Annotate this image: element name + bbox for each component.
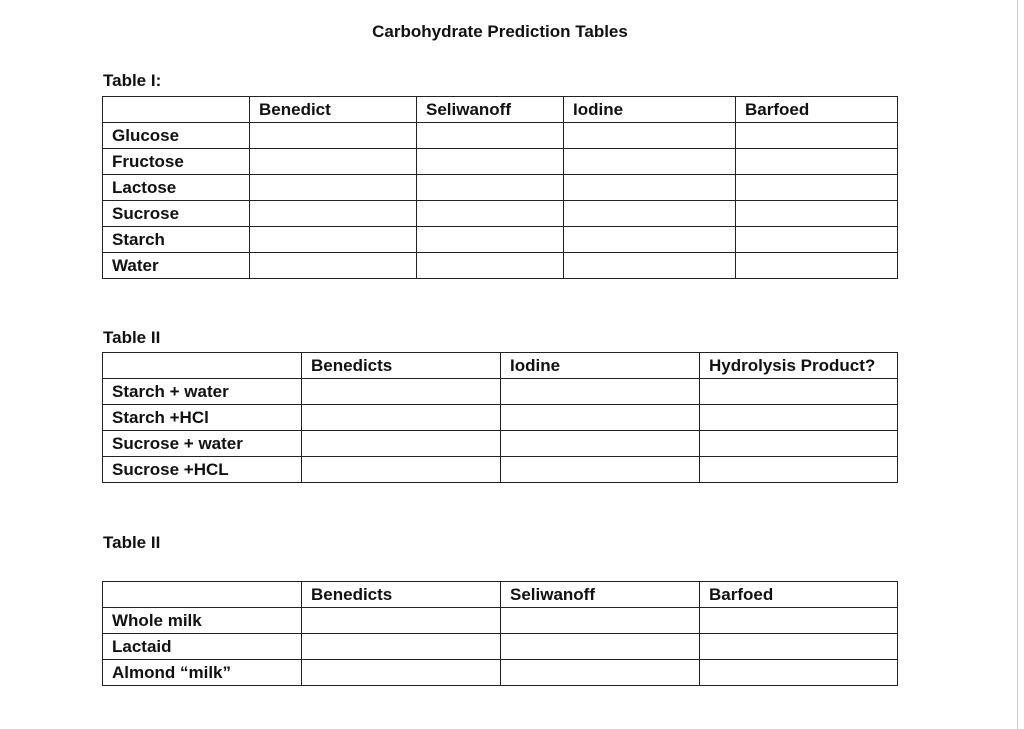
table-cell[interactable] [736, 201, 898, 227]
row-label-starch-hcl: Starch +HCl [103, 405, 302, 431]
row-label-fructose: Fructose [103, 149, 250, 175]
table-cell[interactable] [700, 431, 898, 457]
table-row [103, 149, 898, 175]
table-cell[interactable] [564, 149, 736, 175]
table-row [103, 227, 898, 253]
table-2-header-benedicts: Benedicts [302, 353, 501, 379]
table-cell[interactable] [250, 175, 417, 201]
table-cell[interactable] [250, 253, 417, 279]
table-cell[interactable] [302, 431, 501, 457]
table-cell[interactable] [417, 123, 564, 149]
table-cell[interactable] [700, 608, 898, 634]
table-cell[interactable] [564, 123, 736, 149]
table-cell[interactable] [250, 123, 417, 149]
table-cell[interactable] [736, 149, 898, 175]
table-cell[interactable] [564, 175, 736, 201]
table-row [103, 201, 898, 227]
table-cell[interactable] [501, 608, 700, 634]
table-row [103, 253, 898, 279]
row-label-sucrose-hcl: Sucrose +HCL [103, 457, 302, 483]
table-cell[interactable] [736, 253, 898, 279]
table-2-header-corner [103, 353, 302, 379]
table-cell[interactable] [302, 405, 501, 431]
table-cell[interactable] [302, 660, 501, 686]
table-1-header-iodine: Iodine [564, 97, 736, 123]
table-cell[interactable] [501, 405, 700, 431]
table-cell[interactable] [564, 253, 736, 279]
table-1 [102, 96, 898, 279]
table-row [103, 634, 898, 660]
table-2-header-hydrolysis-product: Hydrolysis Product? [700, 353, 898, 379]
table-2-label: Table II [103, 328, 161, 347]
table-3-header-seliwanoff: Seliwanoff [501, 582, 700, 608]
table-1-label: Table I: [103, 71, 162, 90]
table-row [103, 379, 898, 405]
table-cell[interactable] [564, 227, 736, 253]
table-3-header-benedicts: Benedicts [302, 582, 501, 608]
table-1-header-benedict: Benedict [250, 97, 417, 123]
row-label-starch-water: Starch + water [103, 379, 302, 405]
table-cell[interactable] [700, 660, 898, 686]
table-row [103, 405, 898, 431]
row-label-sucrose: Sucrose [103, 201, 250, 227]
table-cell[interactable] [700, 405, 898, 431]
table-3-header-corner [103, 582, 302, 608]
table-row [103, 175, 898, 201]
table-3-label: Table II [103, 533, 161, 552]
page-edge [1017, 0, 1018, 729]
table-cell[interactable] [700, 457, 898, 483]
table-cell[interactable] [302, 634, 501, 660]
table-row [103, 660, 898, 686]
table-cell[interactable] [250, 149, 417, 175]
table-cell[interactable] [417, 175, 564, 201]
table-cell[interactable] [250, 227, 417, 253]
table-cell[interactable] [700, 379, 898, 405]
row-label-lactaid: Lactaid [103, 634, 302, 660]
table-cell[interactable] [302, 608, 501, 634]
table-cell[interactable] [417, 227, 564, 253]
table-3-header-row [103, 582, 898, 608]
row-label-almond-milk: Almond “milk” [103, 660, 302, 686]
table-cell[interactable] [501, 634, 700, 660]
table-cell[interactable] [417, 201, 564, 227]
table-3 [102, 581, 898, 686]
table-cell[interactable] [417, 253, 564, 279]
row-label-glucose: Glucose [103, 123, 250, 149]
table-row [103, 431, 898, 457]
table-row [103, 608, 898, 634]
table-2 [102, 352, 898, 483]
table-cell[interactable] [302, 457, 501, 483]
table-cell[interactable] [736, 227, 898, 253]
table-2-header-iodine: Iodine [501, 353, 700, 379]
row-label-water: Water [103, 253, 250, 279]
table-cell[interactable] [417, 149, 564, 175]
table-cell[interactable] [700, 634, 898, 660]
table-1-header-corner [103, 97, 250, 123]
table-cell[interactable] [302, 379, 501, 405]
table-cell[interactable] [250, 201, 417, 227]
table-cell[interactable] [501, 457, 700, 483]
table-cell[interactable] [564, 201, 736, 227]
table-cell[interactable] [736, 123, 898, 149]
table-1-header-row [103, 97, 898, 123]
page-title: Carbohydrate Prediction Tables [372, 22, 628, 41]
table-1-header-seliwanoff: Seliwanoff [417, 97, 564, 123]
row-label-sucrose-water: Sucrose + water [103, 431, 302, 457]
table-row [103, 457, 898, 483]
table-2-header-row [103, 353, 898, 379]
row-label-starch: Starch [103, 227, 250, 253]
table-row [103, 123, 898, 149]
table-3-header-barfoed: Barfoed [700, 582, 898, 608]
row-label-whole-milk: Whole milk [103, 608, 302, 634]
row-label-lactose: Lactose [103, 175, 250, 201]
table-cell[interactable] [501, 431, 700, 457]
table-cell[interactable] [736, 175, 898, 201]
table-1-header-barfoed: Barfoed [736, 97, 898, 123]
table-cell[interactable] [501, 379, 700, 405]
table-cell[interactable] [501, 660, 700, 686]
